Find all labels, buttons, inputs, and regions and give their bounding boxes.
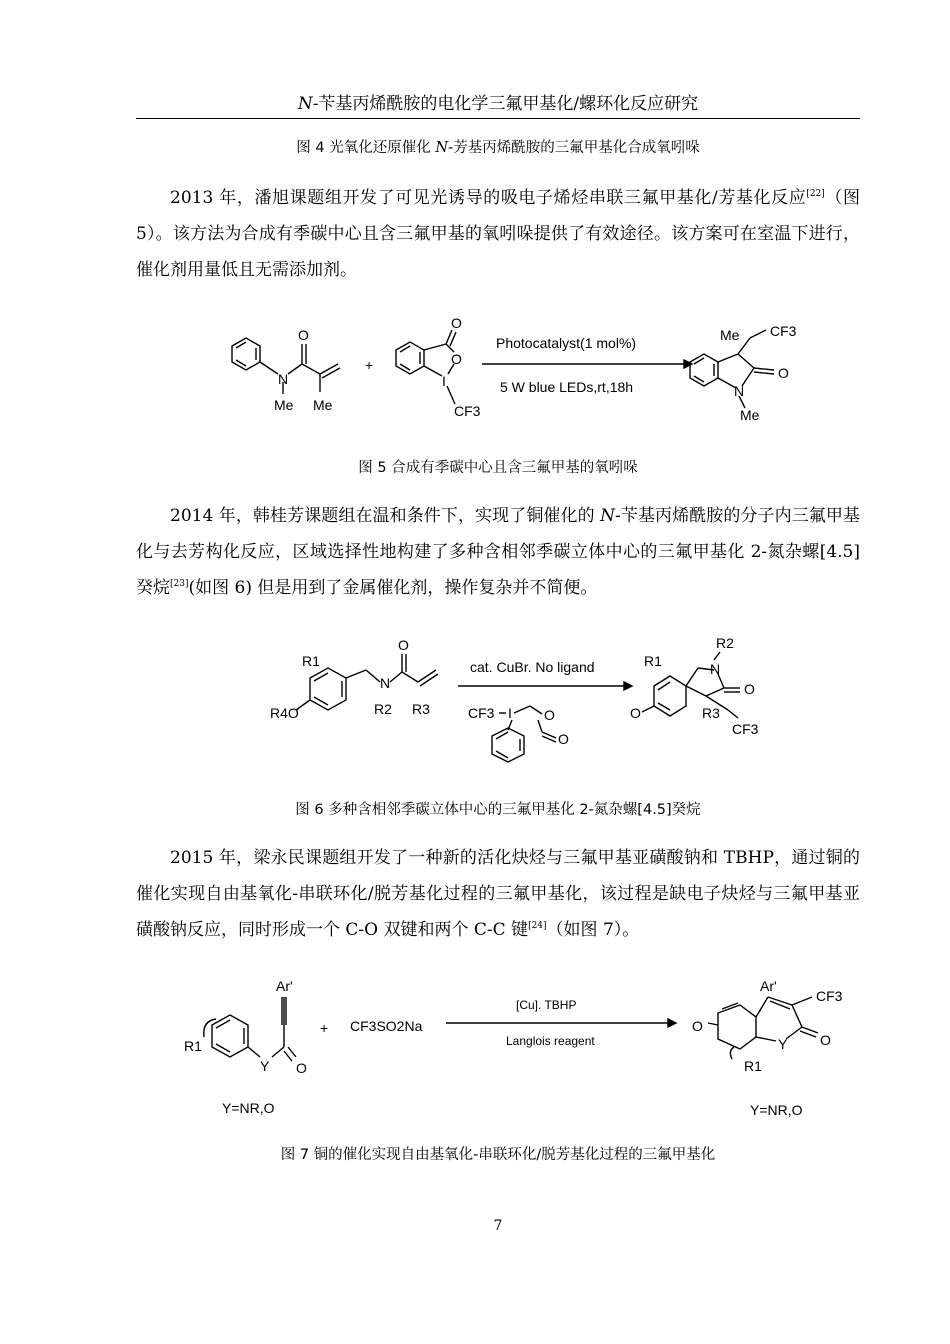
product-n-label: N xyxy=(734,383,745,399)
fig6-togni-i: I xyxy=(508,705,512,721)
fig4-caption-italic: N xyxy=(435,140,448,156)
togni-cf3-label: CF3 xyxy=(454,403,481,419)
header-title: -苄基丙烯酰胺的电化学三氟甲基化/螺环化反应研究 xyxy=(312,94,699,114)
page-number: 7 xyxy=(493,1218,503,1234)
figure-7-scheme xyxy=(180,975,860,1125)
fig7-r1-label: R1 xyxy=(184,1038,202,1054)
p1-text-a: 2013 年，潘旭课题组开发了可见光诱导的吸电子烯烃串联三氟甲基化/芳基化反应 xyxy=(170,188,807,208)
product-r1-label: R1 xyxy=(744,1058,762,1074)
fig7-conditions-bottom: Langlois reagent xyxy=(506,1034,595,1048)
fig6-r4o-label: R4O xyxy=(270,705,299,721)
fig5-n-label: N xyxy=(278,371,289,387)
product-y-label: Y xyxy=(778,1036,788,1052)
togni-carbonyl-o: O xyxy=(451,315,462,331)
fig6-togni-ring-o: O xyxy=(544,707,555,723)
figure-4-caption xyxy=(136,138,860,158)
p2-citation: [23] xyxy=(170,579,189,589)
figure-5-scheme xyxy=(210,312,810,422)
fig5-conditions-top: Photocatalyst(1 mol%) xyxy=(496,335,637,351)
fig7-conditions-top: [Cu]. TBHP xyxy=(516,998,577,1012)
p3-text-a: 2015 年，梁永民课题组开发了一种新的活化炔烃与三氟甲基亚磺酸钠和 TBHP，通过铜的催化实现自由基氧化-串联环化/脱芳基化过程的三氟甲基化，该过程是缺电子炔烃与三氟甲基亚磺酸钠反应，同时形成一个 C-O 双键和两个 C-C 键 xyxy=(136,848,860,940)
product-r2-label: R2 xyxy=(716,635,734,651)
paragraph-2 xyxy=(136,498,860,606)
fig5-plus: + xyxy=(365,357,374,373)
fig6-conditions: cat. CuBr. No ligand xyxy=(470,659,595,675)
paragraph-3 xyxy=(136,840,860,948)
fig4-caption-post: -芳基丙烯酰胺的三氟甲基化合成氧吲哚 xyxy=(448,140,700,156)
figure-6-scheme xyxy=(262,630,792,780)
fig5-n-me-label: Me xyxy=(274,397,294,413)
p1-text-b: （图 5）。该方法为合成有季碳中心且含三氟甲基的氧吲哚提供了有效途径。该方案可在室温下进行，催化剂用量低且无需添加剂。 xyxy=(136,188,860,280)
p1-citation: [22] xyxy=(806,189,825,199)
product-cf3-label: CF3 xyxy=(732,721,759,737)
fig5-o-label: O xyxy=(298,327,309,343)
fig5-conditions-bottom: 5 W blue LEDs,rt,18h xyxy=(500,379,634,395)
p3-citation: [24] xyxy=(528,921,547,931)
p2-text-a: 2014 年，韩桂芳课题组在温和条件下，实现了铜催化的 xyxy=(170,506,601,526)
togni-i-label: I xyxy=(442,373,446,389)
spiro-product xyxy=(692,978,843,1118)
azaspirodecane-product xyxy=(630,635,759,737)
n-benzyl-acrylamide xyxy=(270,637,438,721)
product-n-label: N xyxy=(710,661,721,677)
togni-reagent xyxy=(396,315,481,419)
p2-text-c: (如图 6) 但是用到了金属催化剂，操作复杂并不简便。 xyxy=(188,578,598,598)
fig7-y-def-right: Y=NR,O xyxy=(750,1102,803,1118)
product-r1-label: R1 xyxy=(644,653,662,669)
fig6-r3-label: R3 xyxy=(412,701,430,717)
figure-7-caption: 图 7 铜的催化实现自由基氧化-串联环化/脱芳基化过程的三氟甲基化 xyxy=(280,1147,716,1163)
fig7-reagent: CF3SO2Na xyxy=(350,1018,423,1034)
aryl-alkynoate xyxy=(184,978,307,1116)
product-o-left: O xyxy=(692,1018,703,1034)
fig6-r1-label: R1 xyxy=(302,653,320,669)
product-n-me-label: Me xyxy=(740,407,760,423)
figure-5-caption: 图 5 合成有季碳中心且含三氟甲基的氧吲哚 xyxy=(358,460,638,476)
header-rule xyxy=(136,118,860,119)
p3-text-b: （如图 7）。 xyxy=(546,920,640,940)
fig6-togni-reagent xyxy=(468,705,569,762)
product-r3-label: R3 xyxy=(702,705,720,721)
togni-ring-o: O xyxy=(451,351,462,367)
fig7-plus: + xyxy=(320,1020,329,1036)
fig7-y-label: Y xyxy=(260,1058,270,1074)
fig6-togni-cf3: CF3 xyxy=(468,705,495,721)
n-phenyl-methacrylamide xyxy=(232,327,340,413)
product-o-label: O xyxy=(778,365,789,381)
oxindole-product xyxy=(690,323,797,423)
page-header xyxy=(136,93,860,115)
fig6-r2-label: R2 xyxy=(374,701,392,717)
paragraph-1 xyxy=(136,180,860,288)
fig7-arrow xyxy=(446,998,676,1048)
figure-6-caption: 图 6 多种含相邻季碳立体中心的三氟甲基化 2-氮杂螺[4.5]癸烷 xyxy=(295,802,701,818)
fig7-o-label: O xyxy=(296,1060,307,1076)
product-me-label: Me xyxy=(720,327,740,343)
product-o-label: O xyxy=(630,705,641,721)
fig7-y-def-left: Y=NR,O xyxy=(222,1100,275,1116)
fig5-c-me-label: Me xyxy=(313,397,333,413)
p2-italic: N xyxy=(600,506,616,526)
fig6-arrow xyxy=(458,659,632,690)
fig6-o-label: O xyxy=(398,637,409,653)
fig6-togni-carbonyl-o: O xyxy=(558,731,569,747)
fig4-caption-pre: 图 4 光氧化还原催化 xyxy=(296,140,436,156)
fig6-n-label: N xyxy=(380,675,391,691)
product-o-right: O xyxy=(820,1032,831,1048)
header-italic: N xyxy=(297,94,313,114)
product-carbonyl-o: O xyxy=(744,681,755,697)
fig5-arrow xyxy=(482,335,692,395)
product-ar-label: Ar' xyxy=(760,978,777,994)
product-cf3-label: CF3 xyxy=(770,323,797,339)
p2-text-b: -苄基丙烯酰胺的分子内三氟甲基化与去芳构化反应，区域选择性地构建了多种含相邻季碳立体中心的三氟甲基化 2-氮杂螺[4.5]癸烷 xyxy=(136,506,860,598)
product-cf3-label: CF3 xyxy=(816,988,843,1004)
fig7-ar-label: Ar' xyxy=(276,978,293,994)
